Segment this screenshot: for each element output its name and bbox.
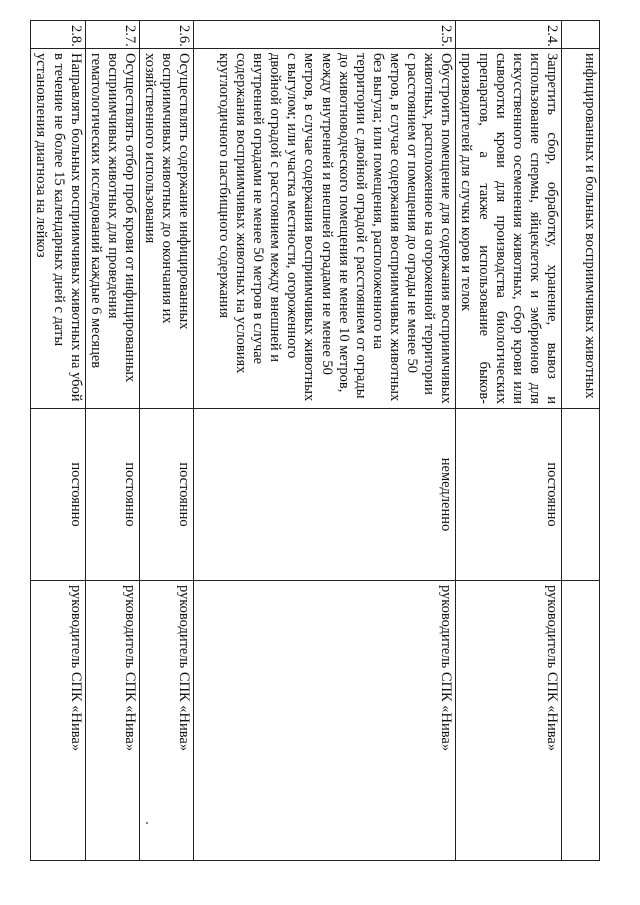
measure-text: Запретить сбор, обработку, хранение, вывоз и использование спермы, яйцеклеток и эмбрионов для искусственного осеменения животных, сбор крови или сыворотки крови для производства биологических препаратов, а также использование быков-производителей для случки коров и телок (456, 49, 562, 409)
row-number (562, 21, 600, 49)
responsible-text (562, 581, 600, 861)
rotated-table-wrapper (33, 20, 600, 860)
responsible-text: руководитель СПК «Нива» (194, 581, 456, 861)
table-row (562, 21, 600, 861)
measure-text: Обустроить помещение для содержания восприимчивых животных, расположенное на огороженной территории с расстоянием от помещения до ограды не менее 50 метров, в случае содержания восприимчивых животных без выгула; или помещения, расположенного на территории с двойной оградой с расстоянием от ограды до животноводческого помещения не менее 10 метров, между внутренней и внешней оградами не менее 50 метров, в случае содержания восприимчивых животных с выгулом; или участка местности, огороженного двойной оградой с расстоянием между внешней и внутренней оградами не менее 50 метров в случае содержания восприимчивых животных на условиях круглогодичного пастбищного содержания (194, 49, 456, 409)
measure-text: Направлять больных восприимчивых животных на убой в течение не более 15 календарных дней с даты установления диагноза на лейкоз (31, 49, 85, 409)
table-row (456, 21, 562, 861)
responsible-text: руководитель СПК «Нива» (456, 581, 562, 861)
table-row (194, 21, 456, 861)
term-text (562, 409, 600, 581)
row-number: 2.4. (456, 21, 562, 49)
row-number: 2.6. (140, 21, 194, 49)
responsible-text: руководитель СПК «Нива» (140, 581, 194, 861)
responsible-text: руководитель СПК «Нива» (85, 581, 139, 861)
responsible-text: руководитель СПК «Нива» (31, 581, 85, 861)
measure-text: Осуществлять содержание инфицированных восприимчивых животных до окончания их хозяйственного использования (140, 49, 194, 409)
table-row (140, 21, 194, 861)
term-text: постоянно (140, 409, 194, 581)
table-row (85, 21, 139, 861)
row-number: 2.7. (85, 21, 139, 49)
measure-text: инфицированных и больных восприимчивых животных (562, 49, 600, 409)
term-text: немедленно (194, 409, 456, 581)
scan-speck (146, 822, 148, 824)
row-number: 2.5. (194, 21, 456, 49)
table-row (31, 21, 85, 861)
term-text: постоянно (456, 409, 562, 581)
term-text: постоянно (85, 409, 139, 581)
measure-text: Осуществлять отбор проб крови от инфицированных восприимчивых животных для проведения гематологических исследований каждые 6 месяцев (85, 49, 139, 409)
term-text: постоянно (31, 409, 85, 581)
measures-table (30, 20, 600, 861)
row-number: 2.8. (31, 21, 85, 49)
